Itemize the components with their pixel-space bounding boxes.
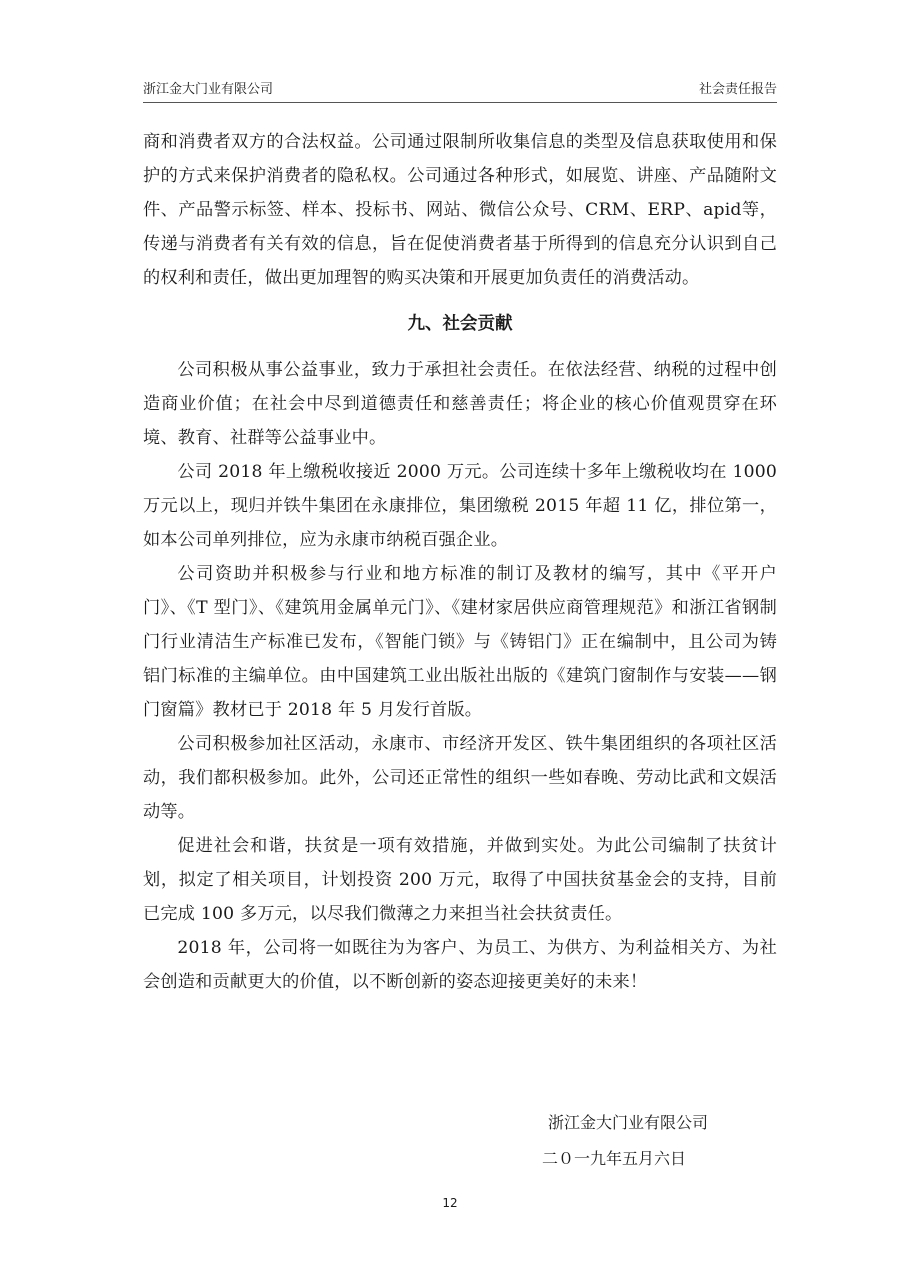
signature-company: 浙江金大门业有限公司 [548,1113,709,1132]
paragraph-poverty-relief: 促进社会和谐，扶贫是一项有效措施，并做到实处。为此公司编制了扶贫计划，拟定了相关项目，计划投资 200 万元，取得了中国扶贫基金会的支持，目前已完成 100 多万元，以尽我们微薄之力来担当社会扶贫责任。 [143,836,777,924]
signature-block [542,1105,709,1177]
page-number: 12 [442,1196,458,1210]
paragraph-standards: 公司资助并积极参与行业和地方标准的制订及教材的编写，其中《平开户门》、《T 型门》、《建筑用金属单元门》、《建材家居供应商管理规范》和浙江省钢制门行业清洁生产标准已发布，《智能门锁》与《铸铝门》正在编制中，且公司为铸铝门标准的主编单位。由中国建筑工业出版社出版的《建筑门窗制作与安装——钢门窗篇》教材已于 2018 年 5 月发行首版。 [143,564,777,720]
signature-date: 二０一九年五月六日 [542,1149,687,1168]
section-title: 九、社会贡献 [407,314,513,334]
paragraph-outlook: 2018 年，公司将一如既往为为客户、为员工、为供方、为利益相关方、为社会创造和贡献更大的价值，以不断创新的姿态迎接更美好的未来！ [143,938,777,992]
paragraph-tax: 公司 2018 年上缴税收接近 2000 万元。公司连续十多年上缴税收均在 1000 万元以上，现归并铁牛集团在永康排位，集团缴税 2015 年超 11 亿，排位第一，如本公司单列排位，应为永康市纳税百强企业。 [143,462,777,550]
page-content [143,125,777,999]
intro-paragraph: 商和消费者双方的合法权益。公司通过限制所收集信息的类型及信息获取使用和保护的方式来保护消费者的隐私权。公司通过各种形式，如展览、讲座、产品随附文件、产品警示标签、样本、投标书、网站、微信公众号、CRM、ERP、apid等，传递与消费者有关有效的信息，旨在促使消费者基于所得到的信息充分认识到自己的权利和责任，做出更加理智的购买决策和开展更加负责任的消费活动。 [143,132,777,288]
paragraph-public-welfare: 公司积极从事公益事业，致力于承担社会责任。在依法经营、纳税的过程中创造商业价值；在社会中尽到道德责任和慈善责任；将企业的核心价值观贯穿在环境、教育、社群等公益事业中。 [143,360,777,448]
page-header [143,78,777,103]
header-report-title: 社会责任报告 [698,82,777,97]
header-company-name: 浙江金大门业有限公司 [143,82,274,97]
paragraph-community: 公司积极参加社区活动，永康市、市经济开发区、铁牛集团组织的各项社区活动，我们都积极参加。此外，公司还正常性的组织一些如春晚、劳动比武和文娱活动等。 [143,734,777,822]
